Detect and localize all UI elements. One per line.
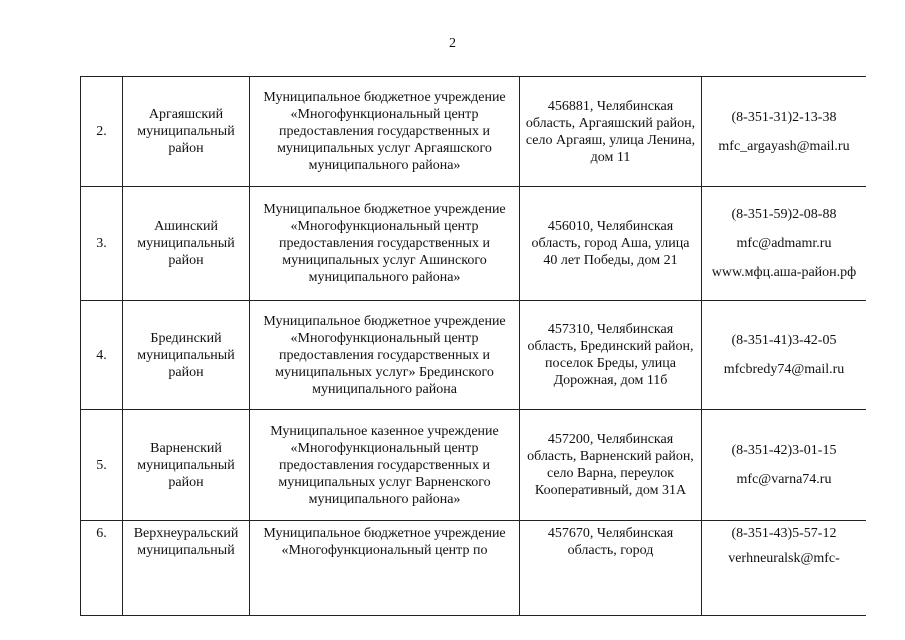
email-text: mfc@varna74.ru xyxy=(736,472,832,487)
email-text: mfcbredy74@mail.ru xyxy=(723,362,845,377)
table-row xyxy=(81,410,867,521)
address-cell: 456881, Челябинская область, Аргаяшский район, село Аргаяш, улица Ленина, дом 11 xyxy=(520,77,702,187)
organization-cell: Муниципальное бюджетное учреждение «Многофункциональный центр по xyxy=(250,521,520,616)
organization-cell: Муниципальное бюджетное учреждение «Многофункциональный центр предоставления государственных и муниципальных услуг Аргаяшского муниципального района» xyxy=(250,77,520,187)
table-row xyxy=(81,187,867,301)
contacts-cell xyxy=(702,521,867,616)
table-row xyxy=(81,521,867,616)
row-number: 2. xyxy=(81,77,123,187)
district-cell: Аргаяшский муниципальный район xyxy=(123,77,250,187)
mfc-table-container xyxy=(80,76,866,640)
table-row xyxy=(81,77,867,187)
address-cell: 457310, Челябинская область, Брединский район, поселок Бреды, улица Дорожная, дом 11б xyxy=(520,301,702,410)
page-number: 2 xyxy=(449,36,456,51)
phone-text: (8-351-41)3-42-05 xyxy=(731,333,837,348)
website-text: www.мфц.аша-район.рф xyxy=(711,265,857,280)
table-row xyxy=(81,301,867,410)
row-number: 3. xyxy=(81,187,123,301)
row-number: 4. xyxy=(81,301,123,410)
district-cell: Ашинский муниципальный район xyxy=(123,187,250,301)
district-cell: Верхнеуральский муниципальный xyxy=(123,521,250,616)
organization-cell: Муниципальное бюджетное учреждение «Многофункциональный центр предоставления государственных и муниципальных услуг Ашинского муниципального района» xyxy=(250,187,520,301)
phone-text: (8-351-31)2-13-38 xyxy=(731,109,837,125)
address-cell: 457670, Челябинская область, город xyxy=(520,521,702,616)
contacts-cell xyxy=(702,301,867,410)
mfc-table xyxy=(80,76,866,616)
district-cell: Брединский муниципальный район xyxy=(123,301,250,410)
address-cell: 456010, Челябинская область, город Аша, улица 40 лет Победы, дом 21 xyxy=(520,187,702,301)
row-number: 6. xyxy=(81,521,123,616)
contacts-cell xyxy=(702,77,867,187)
contacts-cell xyxy=(702,187,867,301)
row-number: 5. xyxy=(81,410,123,521)
contacts-cell xyxy=(702,410,867,521)
email-text: mfc_argayash@mail.ru xyxy=(718,138,850,154)
phone-text: (8-351-59)2-08-88 xyxy=(731,207,837,222)
phone-text: (8-351-42)3-01-15 xyxy=(731,443,837,458)
email-text: mfc@admamr.ru xyxy=(736,236,832,251)
phone-text: (8-351-43)5-57-12 xyxy=(731,526,837,541)
organization-cell: Муниципальное казенное учреждение «Многофункциональный центр предоставления государственных и муниципальных услуг Варненского муниципального района» xyxy=(250,410,520,521)
address-cell: 457200, Челябинская область, Варненский район, село Варна, переулок Кооперативный, дом 31А xyxy=(520,410,702,521)
district-cell: Варненский муниципальный район xyxy=(123,410,250,521)
email-text: verhneuralsk@mfc- xyxy=(728,551,840,566)
organization-cell: Муниципальное бюджетное учреждение «Многофункциональный центр предоставления государственных и муниципальных услуг» Брединского муниципального района xyxy=(250,301,520,410)
